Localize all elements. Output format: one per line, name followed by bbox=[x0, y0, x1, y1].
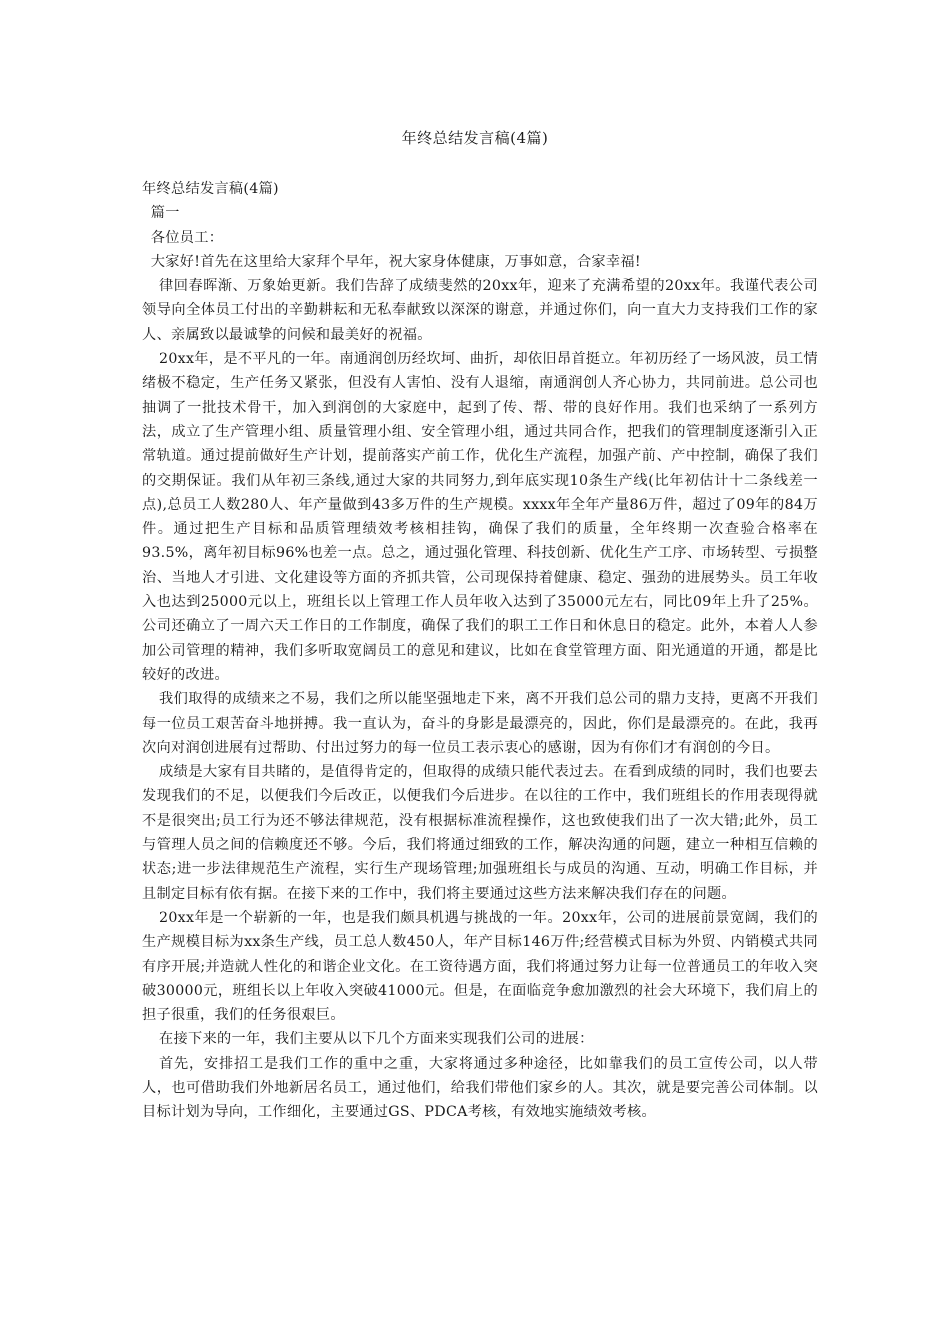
document-body bbox=[142, 177, 818, 1125]
paragraph-thanks: 我们取得的成绩来之不易，我们之所以能坚强地走下来，离不开我们总公司的鼎力支持，更离不开我们每一位员工艰苦奋斗地拼搏。我一直认为，奋斗的身影是最漂亮的，因此，你们是最漂亮的。在此，我再次向对润创进展有过帮助、付出过努力的每一位员工表示衷心的感谢，因为有你们才有润创的今日。 bbox=[142, 691, 818, 756]
paragraph-shortcomings: 成绩是大家有目共睹的，是值得肯定的，但取得的成绩只能代表过去。在看到成绩的同时，我们也要去发现我们的不足，以便我们今后改正，以便我们今后进步。在以往的工作中，我们班组长的作用表现得就不是很突出;员工行为还不够法律规范，没有根据标准流程操作，这也致使我们出了一次大错;此外，员工与管理人员之间的信赖度还不够。今后，我们将通过细致的工作，解决沟通的问题，建立一种相互信赖的状态;进一步法律规范生产流程，实行生产现场管理;加强班组长与成员的沟通、互动，明确工作目标，并且制定目标有依有据。在接下来的工作中，我们将主要通过这些方法来解决我们存在的问题。 bbox=[142, 764, 818, 902]
document-title: 年终总结发言稿(4篇) bbox=[401, 129, 549, 147]
paragraph-goals: 20xx年是一个崭新的一年，也是我们颇具机遇与挑战的一年。20xx年，公司的进展前景宽阔，我们的生产规模目标为xx条生产线，员工总人数450人，年产目标146万件;经营模式目标为外贸、内销模式共同有序开展;并造就人性化的和谐企业文化。在工资待遇方面，我们将通过努力让每一位普通员工的年收入突破30000元，班组长以上年收入突破41000元。但是，在面临竞争愈加激烈的社会大环境下，我们肩上的担子很重，我们的任务很艰巨。 bbox=[142, 909, 818, 1024]
salutation: 各位员工： bbox=[150, 229, 224, 246]
paragraph-greeting: 大家好!首先在这里给大家拜个早年，祝大家身体健康，万事如意，合家幸福! bbox=[150, 253, 641, 270]
paragraph-plan-intro: 在接下来的一年，我们主要从以下几个方面来实现我们公司的进展： bbox=[159, 1031, 594, 1048]
document-subtitle: 年终总结发言稿(4篇) bbox=[142, 181, 279, 197]
section-heading: 篇一 bbox=[150, 205, 180, 222]
paragraph-opening: 律回春晖渐、万象始更新。我们告辞了成绩斐然的20xx年，迎来了充满希望的20xx年。我谨代表公司领导向全体员工付出的辛勤耕耘和无私奉献致以深深的谢意，并通过你们，向一直大力支持我们工作的家人、亲属致以最诚挚的问候和最美好的祝福。 bbox=[142, 278, 818, 343]
paragraph-review: 20xx年，是不平凡的一年。南通润创历经坎坷、曲折，却依旧昂首挺立。年初历经了一场风波，员工情绪极不稳定，生产任务又紧张，但没有人害怕、没有人退缩，南通润创人齐心协力，共同前进。总公司也抽调了一批技术骨干，加入到润创的大家庭中，起到了传、帮、带的良好作用。我们也采纳了一系列方法，成立了生产管理小组、质量管理小组、安全管理小组，通过共同合作，把我们的管理制度逐渐引入正常轨道。通过提前做好生产计划，提前落实产前工作，优化生产流程，加强产前、产中控制，确保了我们的交期保证。我们从年初三条线,通过大家的共同努力,到年底实现10条生产线(比年初估计十二条线差一点),总员工人数280人、年产量做到43多万件的生产规模。xxxx年全年产量86万件，超过了09年的84万件。通过把生产目标和品质管理绩效考核相挂钩，确保了我们的质量，全年终期一次查验合格率在93.5%，离年初目标96%也差一点。总之，通过强化管理、科技创新、优化生产工序、市场转型、亏损整治、当地人才引进、文化建设等方面的齐抓共管，公司现保持着健康、稳定、强劲的进展势头。员工年收入也达到25000元以上，班组长以上管理工作人员年收入达到了35000元左右，同比09年上升了25%。公司还确立了一周六天工作日的工作制度，确保了我们的职工工作日和休息日的稳定。此外，本着人人参加公司管理的精神，我们多听取宽阔员工的意见和建议，比如在食堂管理方面、阳光通道的开通，都是比较好的改进。 bbox=[142, 351, 818, 683]
paragraph-plan-first: 首先，安排招工是我们工作的重中之重，大家将通过多种途径，比如靠我们的员工宣传公司，以人带人，也可借助我们外地新居名员工，通过他们，给我们带他们家乡的人。其次，就是要完善公司体制。以目标计划为导向，工作细化，主要通过GS、PDCA考核，有效地实施绩效考核。 bbox=[142, 1055, 818, 1121]
